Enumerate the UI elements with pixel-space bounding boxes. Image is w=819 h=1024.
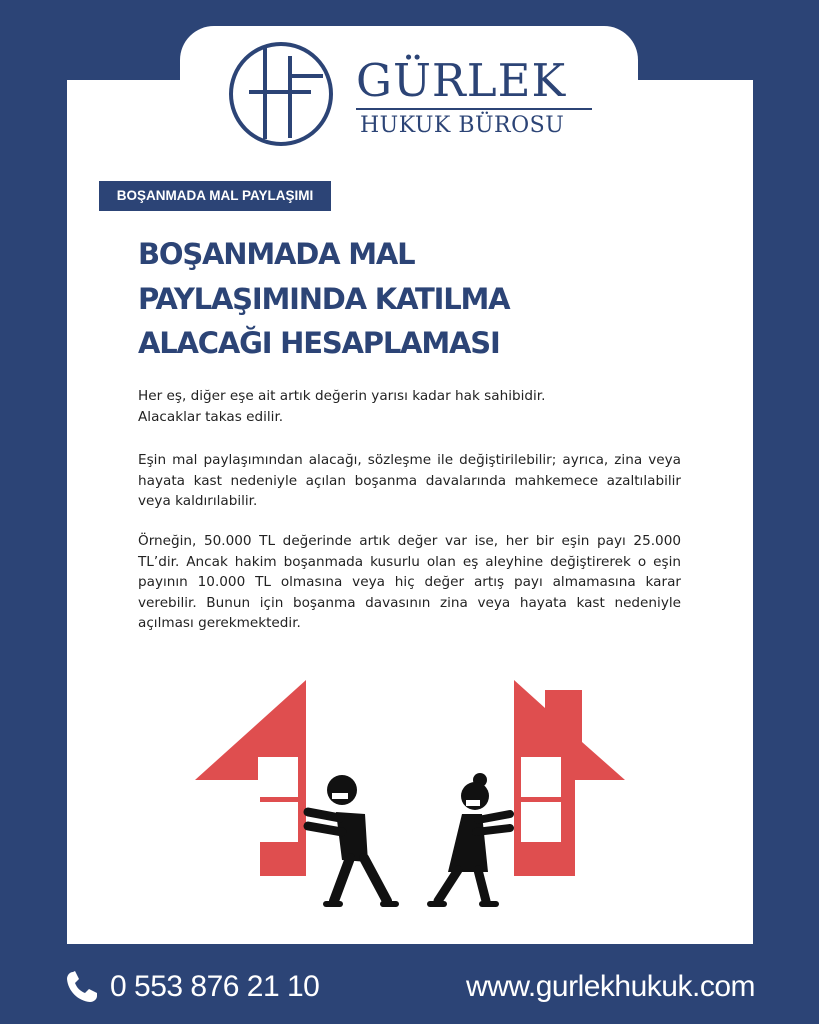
brand-divider bbox=[356, 108, 592, 110]
woman-figure bbox=[430, 773, 510, 904]
title-line: ALACAĞI HESAPLAMASI bbox=[138, 326, 500, 360]
paragraph-1 bbox=[138, 386, 681, 427]
gh-monogram-icon bbox=[227, 40, 335, 148]
paragraph-2: Eşin mal paylaşımından alacağı, sözleşme ile değiştirilebilir; ayrıca, zina veya hayata kast nedeniyle açılan boşanma davalarında mahkemece azaltılabilir veya kaldırılabilir. bbox=[138, 452, 681, 509]
paragraph-1-line: Alacaklar takas edilir. bbox=[138, 408, 284, 425]
phone-number[interactable]: 0 553 876 21 10 bbox=[110, 970, 320, 1003]
brand-subtitle: HUKUK BÜROSU bbox=[360, 113, 565, 138]
title-line: PAYLAŞIMINDA KATILMA bbox=[138, 281, 510, 316]
split-house-couple-icon bbox=[190, 672, 630, 916]
right-house-half bbox=[514, 680, 625, 876]
paragraph-3: Örneğin, 50.000 TL değerinde artık değer var ise, her bir eşin payı 25.000 TL’dir. Ancak hakim boşanmada kusurlu olan eş aleyhine değiştirerek o eşin payının 10.000 TL olmasına veya hiç değer artış payı almamasına karar verebilir. Bunun için boşanma davasının zina veya hayata kast nedeniyle açılması gerekmektedir. bbox=[138, 533, 681, 631]
title-line: BOŞANMADA MAL bbox=[138, 237, 415, 271]
brand-name: GÜRLEK bbox=[356, 54, 567, 107]
page-title bbox=[138, 232, 658, 366]
category-badge: BOŞANMADA MAL PAYLAŞIMI bbox=[99, 181, 331, 211]
paragraph-1-line: Her eş, diğer eşe ait artık değerin yarısı kadar hak sahibidir. bbox=[138, 388, 546, 404]
left-house-half bbox=[195, 680, 306, 876]
man-figure bbox=[308, 775, 396, 904]
phone-icon bbox=[64, 969, 100, 1005]
website-link[interactable]: www.gurlekhukuk.com bbox=[466, 970, 755, 1003]
